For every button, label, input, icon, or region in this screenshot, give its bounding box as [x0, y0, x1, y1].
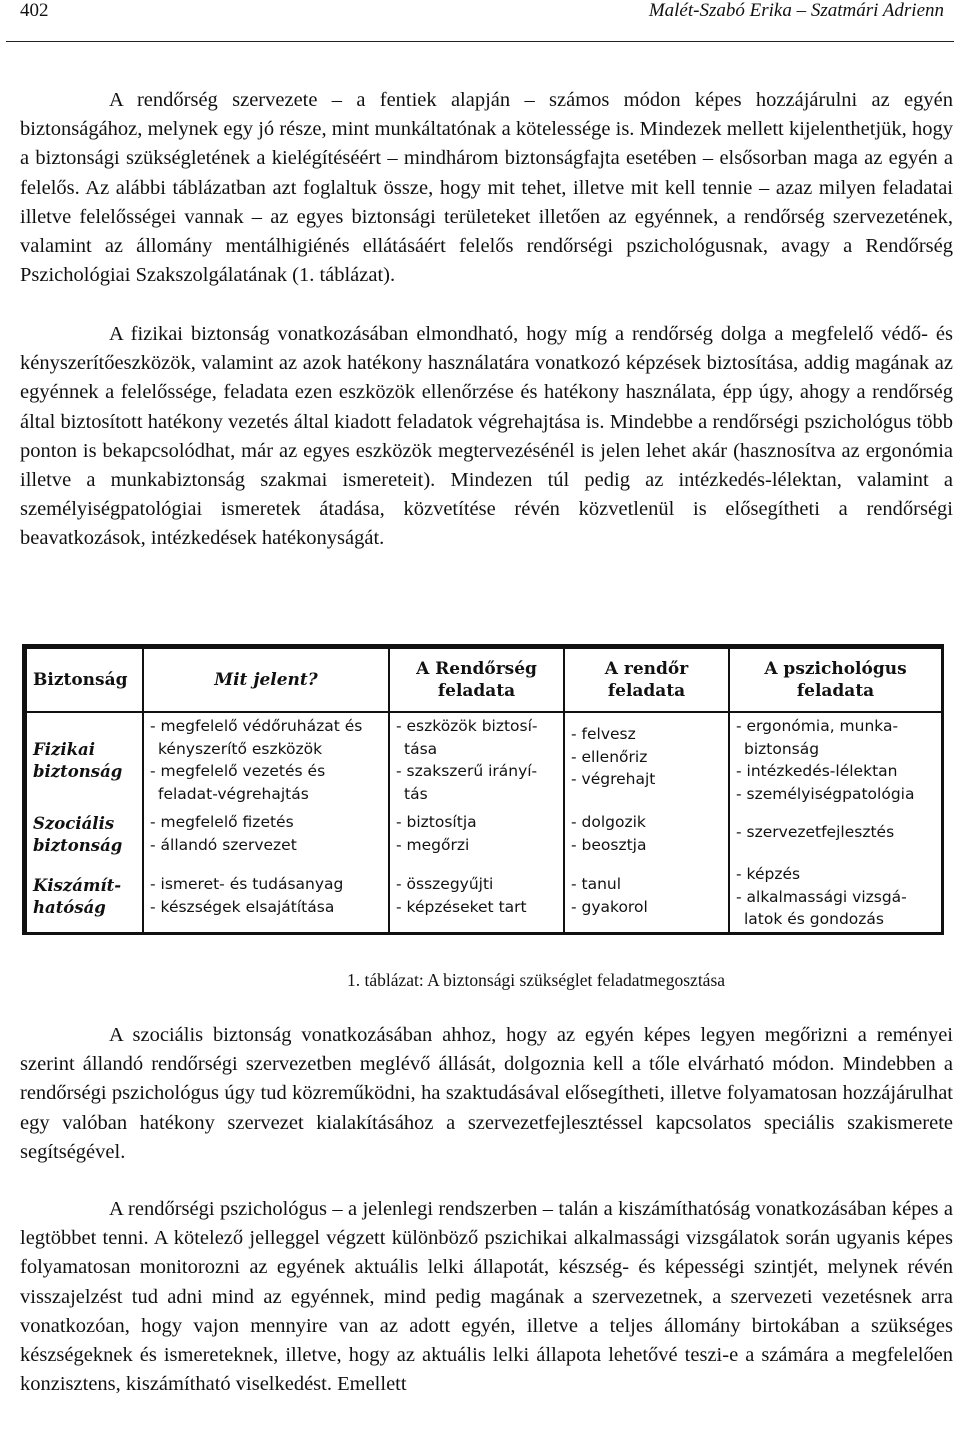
- cell-line: - beosztja: [571, 835, 647, 854]
- col-header-mit-jelent: Mit jelent?: [143, 648, 389, 712]
- cell-line: - biztosítja: [396, 813, 477, 831]
- paragraph-4: A rendőrségi pszichológus – a jelenlegi rendszerben – talán a kiszámíthatóság vonatkozásában képes a legtöbbet tenni. A kötelező jelleggel végzett különböző pszichikai alkalmassági vizsgálatok során ugyanis képes folyamatosan monitorozni az egyének aktuális lelki állapotát, készség- és képességi szintjét, melynek révén visszajelzést tud adni mind az egyénnek, mind pedig magának a szervezetnek, a szervezeti vezetésnek arra vonatkozóan, hogy vajon mennyire van az adott egyén, illetve a teljes állomány birtokában a szükséges készségeknek és ismereteknek, illetve, hogy az aktuális lelki állapota lehetővé teszi-e a számára a megfelelően konzisztens, kiszámítható viselkedést. Emellett: [20, 1198, 953, 1396]
- table-caption: [0, 969, 960, 991]
- table-cell: [729, 861, 942, 934]
- paragraph-2: A fizikai biztonság vonatkozásában elmondható, hogy míg a rendőrség dolga a megfelelő védő- és kényszerítőeszközök, valamint az azok hatékony használatára vonatkozó képzések biztosítása, addig magának az egyénnek a felelőssége, feladata ezen eszközök ellenőrzése és hatékony használata, épp úgy, ahogy a rendőrség által biztosított hatékony vezetés által kiadott feladatok végrehajtása is. Mindebbe a rendőrségi pszichológus több ponton is bekapcsolódhat, már az egyes eszközök megtervezésénél is jelen lehet akár (hasznosítva az ergonómia illetve a munkabiztonság szakmai ismereteit). Mindezen túl pedig az intézkedés-lélektan, valamint a személyiségpatológiai ismeretek átadása, közvetítése révén közvetlenül is elősegítheti a rendőrségi beavatkozások, intézkedések hatékonyságát.: [20, 323, 953, 550]
- cell-line: - ellenőriz: [571, 747, 648, 766]
- cell-line: - megfelelő fizetés: [150, 813, 294, 831]
- cell-line: - képzéseket tart: [396, 897, 527, 916]
- cell-line: - szervezetfejlesztés: [736, 823, 895, 841]
- page-number: 402: [20, 0, 49, 21]
- security-table: [22, 644, 944, 935]
- table-cell: [389, 712, 564, 809]
- running-head-authors: Malét-Szabó Erika – Szatmári Adrienn: [648, 0, 944, 21]
- table-cell: [389, 861, 564, 934]
- cell-line: - összegyűjti: [396, 875, 494, 893]
- cell-line: - megfelelő vezetés és: [150, 762, 326, 780]
- page-header: [20, 0, 944, 26]
- table-cell: [143, 809, 389, 861]
- cell-line: feladat-végrehajtás: [158, 784, 309, 803]
- cell-line: tása: [404, 739, 438, 758]
- cell-line: - tanul: [571, 875, 622, 893]
- table-cell: [143, 712, 389, 809]
- table-row: [26, 861, 942, 934]
- table-header-row: [26, 648, 942, 712]
- col-header-rendorseg: A Rendőrség feladata: [389, 648, 564, 712]
- cell-line: kényszerítő eszközök: [158, 739, 323, 758]
- col-header-biztonsag: Biztonság: [26, 648, 143, 712]
- cell-line: - állandó szervezet: [150, 835, 297, 854]
- cell-line: - megfelelő védőruházat és: [150, 717, 363, 735]
- table-row: [26, 809, 942, 861]
- cell-line: - eszközök biztosí-: [396, 717, 538, 735]
- cell-line: - gyakorol: [571, 897, 648, 916]
- header-rule: [6, 41, 954, 42]
- cell-line: - képzés: [736, 865, 801, 883]
- cell-line: - megőrzi: [396, 835, 470, 854]
- col-header-rendor: A rendőr feladata: [564, 648, 729, 712]
- paragraph-1: A rendőrség szervezete – a fentiek alapján – számos módon képes hozzájárulni az egyén biztonságához, melynek egy jó része, mint munkáltatónak a kötelessége is. Mindezek mellett kijelenthetjük, hogy a biztonsági szükségletének a kielégítéséért – mindhárom biztonságfajta esetében – elsősorban maga az egyén a felelős. Az alábbi táblázatban azt foglaltuk össze, hogy mit tehet, illetve mit kell tennie – azaz milyen feladatai illetve felelősségei vannak – az egyes biztonsági területeket illetően az egyénnek, a rendőrség szervezetének, valamint az állomány mentálhigiénés ellátásáért felelős rendőrségi pszichológusnak, avagy a Rendőrség Pszichológiai Szakszolgálatának (1. táblázat).: [20, 89, 953, 287]
- row-header: Szociális biztonság: [26, 809, 143, 861]
- cell-line: - intézkedés-lélektan: [736, 762, 898, 780]
- cell-line: - felvesz: [571, 725, 636, 743]
- cell-line: latok és gondozás: [744, 910, 884, 928]
- col-header-pszichologus: A pszichológus feladata: [729, 648, 942, 712]
- table-cell: [143, 861, 389, 934]
- cell-line: - szakszerű irányí-: [396, 762, 538, 780]
- cell-line: - ismeret- és tudásanyag: [150, 875, 344, 893]
- row-header: Kiszámít-hatóság: [26, 861, 143, 934]
- cell-line: - alkalmassági vizsgá-: [736, 887, 907, 906]
- cell-line: tás: [404, 784, 428, 803]
- table-cell: [729, 712, 942, 809]
- table-cell: [564, 809, 729, 861]
- cell-line: - dolgozik: [571, 813, 646, 831]
- table-cell: [564, 861, 729, 934]
- paragraph-3: A szociális biztonság vonatkozásában ahhoz, hogy az egyén képes legyen megőrizni a reményei szerint állandó rendőrségi szervezetben meglévő állását, dolgoznia kell a tőle elvárható módon. Mindebben a rendőrségi pszichológus úgy tud közreműködni, ha szaktudásával elősegítheti, illetve folyamatosan hozzájárulhat egy valóban hatékony szervezet kialakításához a szervezetfejlesztéssel kapcsolatos speciális szakismerete segítségével.: [20, 1024, 953, 1163]
- table-caption-text: 1. táblázat: A biztonsági szükséglet feladatmegosztása: [346, 970, 726, 990]
- cell-line: - végrehajt: [571, 770, 656, 788]
- table-cell: [564, 712, 729, 809]
- row-header: Fizikai biztonság: [26, 712, 143, 809]
- table-row: [26, 712, 942, 809]
- cell-line: biztonság: [744, 739, 820, 758]
- cell-line: - készségek elsajátítása: [150, 897, 335, 916]
- cell-line: - ergonómia, munka-: [736, 717, 899, 735]
- cell-line: - személyiségpatológia: [736, 784, 915, 803]
- table-cell: [389, 809, 564, 861]
- table-cell: [729, 809, 942, 861]
